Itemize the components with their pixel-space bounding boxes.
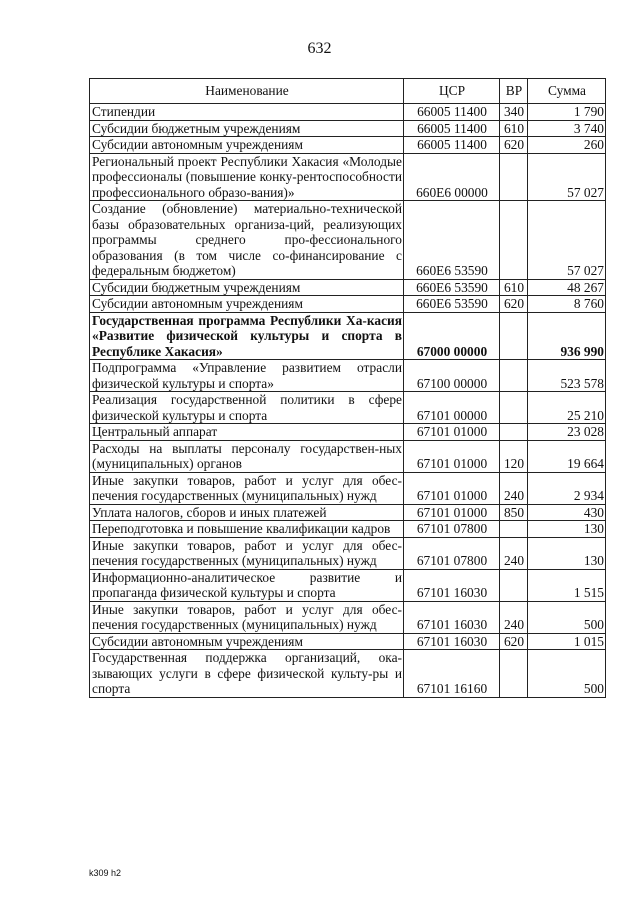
row-vr-cell bbox=[500, 312, 528, 360]
row-csr-cell: 67101 00000 bbox=[404, 392, 500, 424]
row-sum-cell: 130 bbox=[528, 537, 606, 569]
row-sum-cell: 430 bbox=[528, 504, 606, 521]
table-body bbox=[90, 104, 606, 698]
column-header-sum: Сумма bbox=[528, 79, 606, 104]
row-vr-cell: 620 bbox=[500, 137, 528, 154]
column-header-vr: ВР bbox=[500, 79, 528, 104]
row-sum-cell: 57 027 bbox=[528, 153, 606, 201]
row-sum-cell: 23 028 bbox=[528, 424, 606, 441]
table-row bbox=[90, 137, 606, 154]
row-csr-cell: 67101 16030 bbox=[404, 569, 500, 601]
table-row bbox=[90, 424, 606, 441]
row-csr-cell: 66005 11400 bbox=[404, 137, 500, 154]
table-row bbox=[90, 521, 606, 538]
row-sum-cell: 500 bbox=[528, 601, 606, 633]
row-vr-cell: 850 bbox=[500, 504, 528, 521]
row-name-cell: Субсидии автономным учреждениям bbox=[90, 137, 404, 154]
row-name-cell: Иные закупки товаров, работ и услуг для обес-печения государственных (муниципальных) нужд bbox=[90, 601, 404, 633]
row-sum-cell: 1 515 bbox=[528, 569, 606, 601]
row-name-cell: Создание (обновление) материально-технической базы образовательных организа-ций, реализующих программы среднего про-фессионального образования (в том числе со-финансирование с федеральным бюджетом) bbox=[90, 201, 404, 280]
table-row bbox=[90, 601, 606, 633]
row-csr-cell: 66005 11400 bbox=[404, 120, 500, 137]
row-name-cell: Государственная поддержка организаций, ока-зывающих услуги в сфере физической культу-ры и спорта bbox=[90, 650, 404, 698]
row-csr-cell: 660Е6 00000 bbox=[404, 153, 500, 201]
row-vr-cell: 240 bbox=[500, 537, 528, 569]
table-row bbox=[90, 104, 606, 121]
row-sum-cell: 19 664 bbox=[528, 440, 606, 472]
row-vr-cell bbox=[500, 521, 528, 538]
row-name-cell: Расходы на выплаты персоналу государствен-ных (муниципальных) органов bbox=[90, 440, 404, 472]
table-row bbox=[90, 537, 606, 569]
row-name-cell: Подпрограмма «Управление развитием отрасли физической культуры и спорта» bbox=[90, 360, 404, 392]
table-row bbox=[90, 633, 606, 650]
row-csr-cell: 67101 16160 bbox=[404, 650, 500, 698]
row-vr-cell: 240 bbox=[500, 472, 528, 504]
row-sum-cell: 1 015 bbox=[528, 633, 606, 650]
row-sum-cell: 25 210 bbox=[528, 392, 606, 424]
row-sum-cell: 500 bbox=[528, 650, 606, 698]
budget-table bbox=[89, 78, 606, 698]
table-row bbox=[90, 650, 606, 698]
row-csr-cell: 67100 00000 bbox=[404, 360, 500, 392]
row-name-cell: Переподготовка и повышение квалификации кадров bbox=[90, 521, 404, 538]
row-sum-cell: 130 bbox=[528, 521, 606, 538]
row-vr-cell bbox=[500, 392, 528, 424]
row-csr-cell: 67000 00000 bbox=[404, 312, 500, 360]
row-csr-cell: 660Е6 53590 bbox=[404, 296, 500, 313]
row-name-cell: Центральный аппарат bbox=[90, 424, 404, 441]
row-name-cell: Информационно-аналитическое развитие и пропаганда физической культуры и спорта bbox=[90, 569, 404, 601]
table-row bbox=[90, 312, 606, 360]
row-csr-cell: 66005 11400 bbox=[404, 104, 500, 121]
row-sum-cell: 3 740 bbox=[528, 120, 606, 137]
row-csr-cell: 67101 01000 bbox=[404, 424, 500, 441]
table-row bbox=[90, 440, 606, 472]
row-sum-cell: 8 760 bbox=[528, 296, 606, 313]
row-csr-cell: 67101 16030 bbox=[404, 601, 500, 633]
row-name-cell: Субсидии автономным учреждениям bbox=[90, 633, 404, 650]
row-sum-cell: 2 934 bbox=[528, 472, 606, 504]
row-vr-cell bbox=[500, 650, 528, 698]
row-csr-cell: 67101 01000 bbox=[404, 504, 500, 521]
row-sum-cell: 1 790 bbox=[528, 104, 606, 121]
footer-code: k309 h2 bbox=[89, 868, 122, 878]
table-row bbox=[90, 360, 606, 392]
row-name-cell: Реализация государственной политики в сфере физической культуры и спорта bbox=[90, 392, 404, 424]
row-sum-cell: 260 bbox=[528, 137, 606, 154]
row-csr-cell: 660Е6 53590 bbox=[404, 279, 500, 296]
row-name-cell: Государственная программа Республики Ха-касия «Развитие физической культуры и спорта в Республике Хакасия» bbox=[90, 312, 404, 360]
row-name-cell: Стипендии bbox=[90, 104, 404, 121]
row-csr-cell: 660Е6 53590 bbox=[404, 201, 500, 280]
table-row bbox=[90, 472, 606, 504]
table-row bbox=[90, 296, 606, 313]
column-header-name: Наименование bbox=[90, 79, 404, 104]
row-vr-cell: 610 bbox=[500, 120, 528, 137]
row-name-cell: Субсидии бюджетным учреждениям bbox=[90, 279, 404, 296]
row-name-cell: Субсидии автономным учреждениям bbox=[90, 296, 404, 313]
table-row bbox=[90, 153, 606, 201]
row-sum-cell: 523 578 bbox=[528, 360, 606, 392]
row-vr-cell: 120 bbox=[500, 440, 528, 472]
row-name-cell: Региональный проект Республики Хакасия «Молодые профессионалы (повышение конку-рентоспособности профессионального образо-вания)» bbox=[90, 153, 404, 201]
column-header-csr: ЦСР bbox=[404, 79, 500, 104]
row-vr-cell bbox=[500, 153, 528, 201]
table-row bbox=[90, 279, 606, 296]
row-name-cell: Уплата налогов, сборов и иных платежей bbox=[90, 504, 404, 521]
row-csr-cell: 67101 01000 bbox=[404, 472, 500, 504]
row-vr-cell: 620 bbox=[500, 633, 528, 650]
row-sum-cell: 57 027 bbox=[528, 201, 606, 280]
row-vr-cell bbox=[500, 424, 528, 441]
row-vr-cell: 340 bbox=[500, 104, 528, 121]
table-row bbox=[90, 201, 606, 280]
row-vr-cell: 620 bbox=[500, 296, 528, 313]
row-vr-cell bbox=[500, 569, 528, 601]
row-csr-cell: 67101 07800 bbox=[404, 537, 500, 569]
table-row bbox=[90, 392, 606, 424]
table-row bbox=[90, 120, 606, 137]
row-vr-cell: 610 bbox=[500, 279, 528, 296]
row-csr-cell: 67101 07800 bbox=[404, 521, 500, 538]
page-number: 632 bbox=[307, 40, 332, 57]
row-vr-cell: 240 bbox=[500, 601, 528, 633]
row-sum-cell: 936 990 bbox=[528, 312, 606, 360]
row-name-cell: Иные закупки товаров, работ и услуг для обес-печения государственных (муниципальных) нужд bbox=[90, 472, 404, 504]
table-header-row bbox=[90, 79, 606, 104]
row-vr-cell bbox=[500, 360, 528, 392]
row-name-cell: Иные закупки товаров, работ и услуг для обес-печения государственных (муниципальных) нужд bbox=[90, 537, 404, 569]
row-name-cell: Субсидии бюджетным учреждениям bbox=[90, 120, 404, 137]
row-csr-cell: 67101 01000 bbox=[404, 440, 500, 472]
row-csr-cell: 67101 16030 bbox=[404, 633, 500, 650]
table-row bbox=[90, 569, 606, 601]
row-sum-cell: 48 267 bbox=[528, 279, 606, 296]
row-vr-cell bbox=[500, 201, 528, 280]
table-row bbox=[90, 504, 606, 521]
